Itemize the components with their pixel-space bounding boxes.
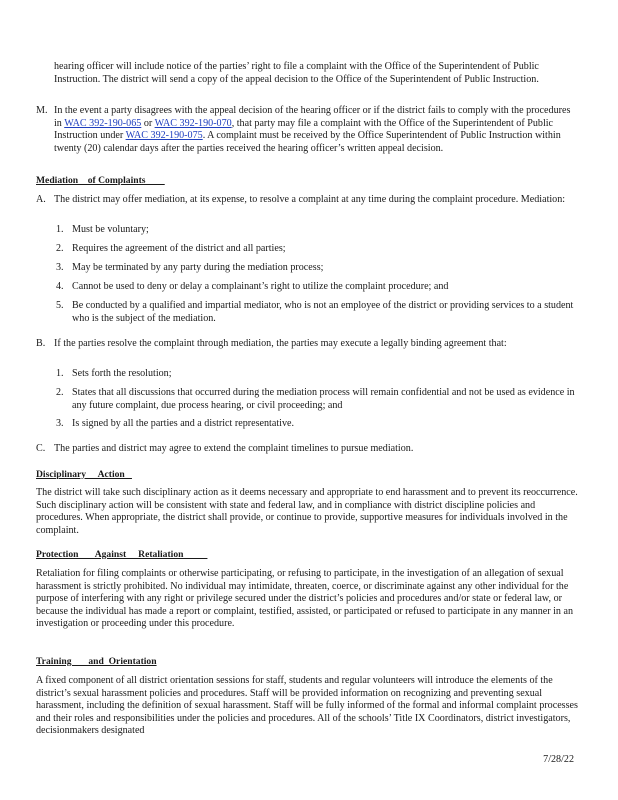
item-m-text-mid1: or: [141, 117, 155, 129]
wac-392-190-075-link[interactable]: WAC 392-190-075: [125, 130, 203, 142]
mediation-b-item-3-number: 3.: [56, 418, 64, 429]
mediation-a-item-5-number: 5.: [56, 300, 64, 311]
mediation-heading: Mediation of Complaints: [36, 175, 165, 186]
mediation-a-item-3-number: 3.: [56, 262, 64, 273]
wac-392-190-065-link[interactable]: WAC 392-190-065: [64, 117, 142, 129]
mediation-a-item-1-text: Must be voluntary;: [72, 224, 149, 235]
mediation-a-label: A.: [36, 194, 46, 205]
item-m-text-mid2: , that party may file a complaint with the Office of the Superintendent of Public Instruction under: [54, 117, 554, 142]
disciplinary-heading: Disciplinary Action: [36, 469, 132, 480]
footer-date: 7/28/22: [543, 754, 574, 765]
training-paragraph: A fixed component of all district orientation sessions for staff, students and regular volunteers will introduce the elements of the district’s sexual harassment policies and procedures. Staff will be provided information on recognizing and preventing sexual harassment, including the definition of sexual harassment. Staff will be fully informed of the formal and informal complaint processes and their roles and responsibilities under the policies and procedures. All of the schools’ Title IX Coordinators, district investigators, decisionmakers designated: [36, 675, 578, 737]
mediation-b-item-1-number: 1.: [56, 368, 64, 379]
mediation-a-item-5-text: Be conducted by a qualified and impartial mediator, who is not an employee of the district or providing services to a student who is the subject of the mediation.: [72, 300, 574, 324]
mediation-a-item-2-text: Requires the agreement of the district and all parties;: [72, 243, 286, 254]
mediation-a-item-4-number: 4.: [56, 281, 64, 292]
mediation-c-text: The parties and district may agree to extend the complaint timelines to pursue mediation.: [54, 443, 414, 454]
mediation-a-item-2-number: 2.: [56, 243, 64, 254]
mediation-c-label: C.: [36, 443, 46, 454]
item-m-paragraph: [54, 105, 579, 155]
mediation-a-text: The district may offer mediation, at its expense, to resolve a complaint at any time during the complaint procedure. Mediation:: [54, 194, 566, 205]
item-m-text-post: . A complaint must be received by the Office Superintendent of Public Instruction within twenty (20) calendar days after the parties received the hearing officer’s written appeal decision.: [54, 130, 561, 154]
mediation-b-item-1-text: Sets forth the resolution;: [72, 368, 172, 379]
item-m-text-pre: In the event a party disagrees with the appeal decision of the hearing officer or if the district fails to comply with the procedures in: [54, 105, 571, 129]
protection-paragraph: Retaliation for filing complaints or otherwise participating, or refusing to participate, in the investigation of an allegation of sexual harassment is strictly prohibited. No individual may intimidate, threaten, coerce, or discriminate against any other individual for the purpose of interfering with any right or privilege secured under the district’s policies and procedures and/or state or federal law, or because the individual has made a report or complaint, testified, assisted, or participated or refused to participate in any manner in an investigation or proceeding under this procedure.: [36, 568, 574, 630]
mediation-b-item-3-text: Is signed by all the parties and a district representative.: [72, 418, 294, 429]
mediation-b-text: If the parties resolve the complaint through mediation, the parties may execute a legally binding agreement that:: [54, 338, 507, 349]
disciplinary-paragraph: The district will take such disciplinary action as it deems necessary and appropriate to end harassment and to prevent its reoccurrence. Such disciplinary action will be consistent with state and federal law, and in compliance with district discipline policies and procedures. When appropriate, the district shall provide, or continue to provide, supportive measures for individuals involved in the complaint.: [36, 487, 578, 536]
item-m-label: M.: [36, 105, 48, 116]
mediation-a-item-3-text: May be terminated by any party during the mediation process;: [72, 262, 324, 273]
wac-392-190-070-link[interactable]: WAC 392-190-070: [154, 117, 232, 129]
mediation-b-label: B.: [36, 338, 46, 349]
protection-heading: Protection Against Retaliation: [36, 549, 208, 560]
mediation-b-item-2-text: States that all discussions that occurred during the mediation process will remain confidential and not be used as evidence in any future complaint, due process hearing, or civil proceeding; and: [72, 387, 575, 411]
continuation-paragraph: hearing officer will include notice of the parties’ right to file a complaint with the Office of the Superintendent of Public Instruction. The district will send a copy of the appeal decision to the Office of the Superintendent of Public Instruction.: [54, 61, 539, 85]
mediation-a-item-1-number: 1.: [56, 224, 64, 235]
mediation-a-item-4-text: Cannot be used to deny or delay a complainant’s right to utilize the complaint procedure; and: [72, 281, 449, 292]
mediation-b-item-2-number: 2.: [56, 387, 64, 398]
training-heading: Training and Orientation: [36, 656, 157, 667]
